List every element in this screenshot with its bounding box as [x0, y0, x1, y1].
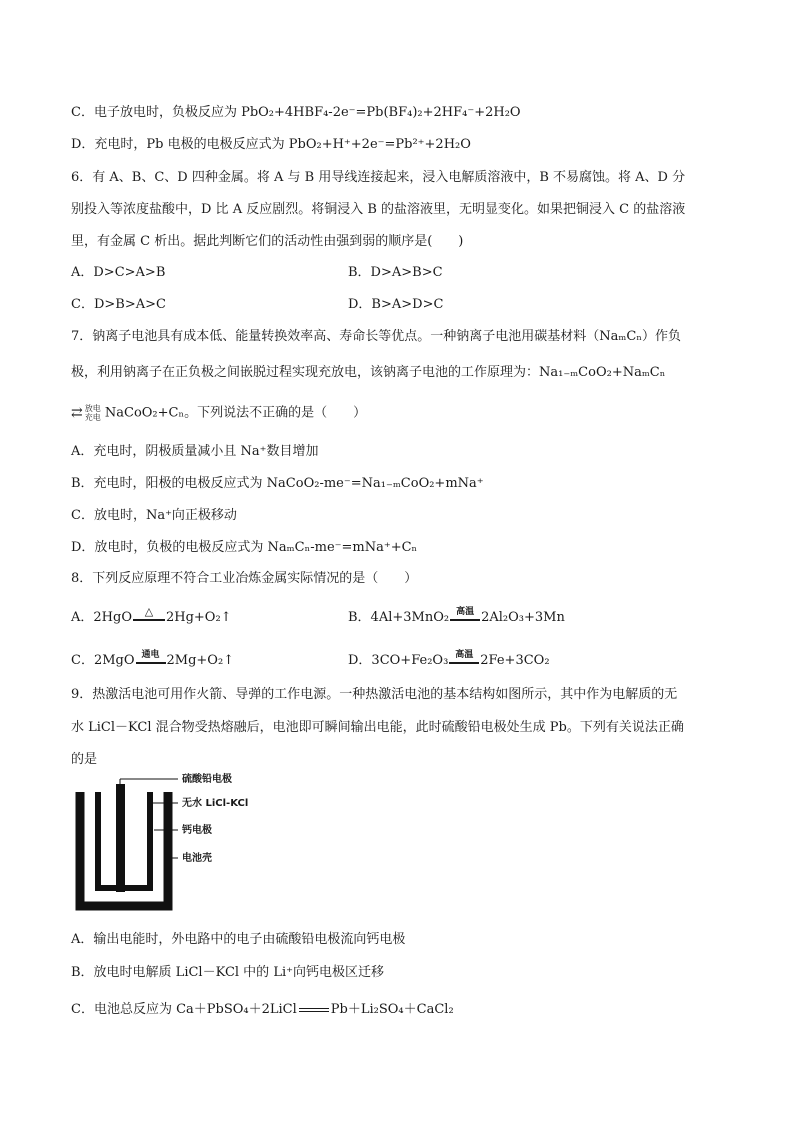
- label-lead-sulfate-electrode: 硫酸铅电极: [182, 774, 232, 785]
- high-temp-condition: 高温: [456, 607, 475, 617]
- label-electrolyte: 无水 LiCl-KCl: [182, 798, 249, 809]
- q7-stem-line3: [71, 404, 366, 423]
- q8-stem: 8．下列反应原理不符合工业冶炼金属实际情况的是（ ）: [71, 571, 418, 586]
- q9-stem-line1: 9．热激活电池可用作火箭、导弹的工作电源。一种热激活电池的基本结构如图所示，其中作为电解质的无: [71, 687, 678, 702]
- high-temp-condition-2: 高温: [455, 650, 474, 660]
- q7-option-c: C．放电时，Na⁺向正极移动: [71, 508, 237, 523]
- q7-equation-tail: NaCoO₂+Cₙ。下列说法不正确的是（ ）: [104, 405, 367, 421]
- q8-option-a: A．2HgO △ 2Hg+O₂↑: [71, 605, 232, 625]
- q5-option-c: C．电子放电时，负极反应为 PbO₂+4HBF₄-2e⁻=Pb(BF₄)₂+2HF₄⁻+2H₂O: [71, 105, 521, 120]
- q6-option-a: A．D>C>A>B: [71, 265, 166, 280]
- reversible-top-label: 放电: [84, 404, 101, 413]
- heat-condition: △: [144, 605, 154, 618]
- q6-option-d: D．B>A>D>C: [348, 297, 444, 312]
- q5-option-d: D．充电时，Pb 电极的电极反应式为 PbO₂+H⁺+2e⁻=Pb²⁺+2H₂O: [71, 137, 471, 152]
- double-arrow-icon: ⇄: [71, 404, 83, 421]
- label-calcium-electrode: 钙电极: [182, 825, 212, 836]
- q7-stem-line2: 极，利用钠离子在正负极之间嵌脱过程实现充放电，该钠离子电池的工作原理为：Na₁₋ₘCoO₂+NaₘCₙ: [71, 365, 666, 380]
- label-battery-shell: 电池壳: [182, 853, 212, 864]
- battery-diagram: [70, 774, 270, 918]
- q9-stem-line2: 水 LiCl－KCl 混合物受热熔融后，电池即可瞬间输出电能，此时硫酸铅电极处生成 Pb。下列有关说法正确: [71, 720, 684, 735]
- q7-option-b: B．充电时，阳极的电极反应式为 NaCoO₂-me⁻=Na₁₋ₘCoO₂+mNa⁺: [71, 476, 484, 491]
- reversible-bottom-label: 充电: [84, 413, 101, 422]
- q7-stem-line1: 7．钠离子电池具有成本低、能量转换效率高、寿命长等优点。一种钠离子电池用碳基材料（NaₘCₙ）作负: [71, 329, 681, 344]
- q6-stem-line2: 别投入等浓度盐酸中，D 比 A 反应剧烈。将铜浸入 B 的盐溶液里，无明显变化。如果把铜浸入 C 的盐溶液: [71, 202, 686, 217]
- q8-option-b: B．4Al+3MnO₂ 高温 2Al₂O₃+3Mn: [348, 607, 565, 625]
- q7-option-a: A．充电时，阴极质量减小且 Na⁺数目增加: [71, 444, 319, 459]
- q9-stem-line3: 的是: [71, 752, 98, 767]
- q7-option-d: D．放电时，负极的电极反应式为 NaₘCₙ-me⁻=mNa⁺+Cₙ: [71, 540, 418, 555]
- q8-option-d: D．3CO+Fe₂O₃ 高温 2Fe+3CO₂: [348, 650, 550, 668]
- q6-option-b: B．D>A>B>C: [348, 265, 443, 280]
- reversible-arrow: [71, 404, 101, 422]
- q8-option-c: C．2MgO 通电 2Mg+O₂↑: [71, 650, 235, 668]
- q6-option-c: C．D>B>A>C: [71, 297, 166, 312]
- q9-option-a: A．输出电能时，外电路中的电子由硫酸铅电极流向钙电极: [71, 932, 406, 947]
- q6-stem-line1: 6．有 A、B、C、D 四种金属。将 A 与 B 用导线连接起来，浸入电解质溶液中，B 不易腐蚀。将 A、D 分: [71, 170, 686, 185]
- q6-stem-line3: 里，有金属 C 析出。据此判断它们的活动性由强到弱的顺序是( ): [71, 234, 464, 249]
- q9-option-c: C．电池总反应为 Ca＋PbSO₄＋2LiCl Pb＋Li₂SO₄＋CaCl₂: [71, 1002, 454, 1017]
- equals-sign: [299, 1008, 329, 1012]
- electrolysis-condition: 通电: [141, 650, 160, 660]
- q9-option-b: B．放电时电解质 LiCl－KCl 中的 Li⁺向钙电极区迁移: [71, 965, 384, 980]
